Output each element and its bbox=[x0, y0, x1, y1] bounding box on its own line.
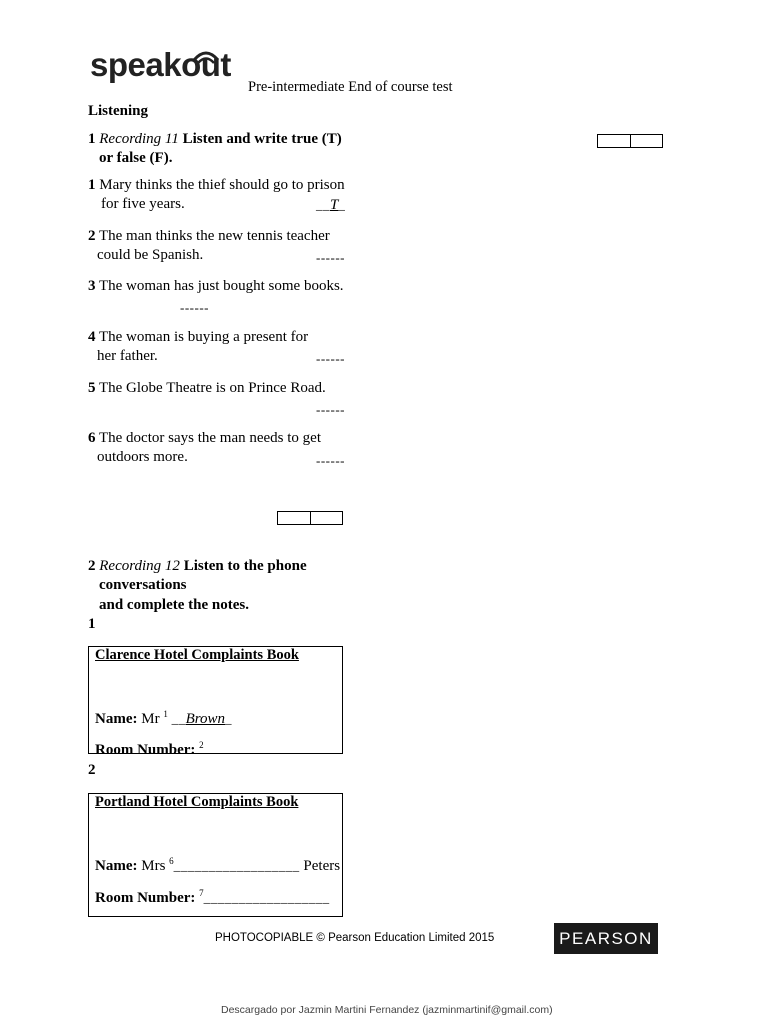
part2-instruction-c: and complete the notes. bbox=[99, 597, 249, 613]
box1-title: Clarence Hotel Complaints Book bbox=[95, 647, 299, 663]
box2-room-row: Room Number: $^7$__________________ bbox=[95, 888, 330, 906]
true-false-item: 3 The woman has just bought some books. bbox=[88, 278, 344, 294]
true-false-item: 1 Mary thinks the thief should go to prison bbox=[88, 177, 345, 193]
part1-instruction bbox=[88, 130, 342, 149]
answer-field[interactable]: ------ bbox=[316, 351, 345, 366]
box2-room-blank[interactable]: __________________ bbox=[203, 890, 330, 905]
score-box-part1 bbox=[597, 134, 663, 148]
answer-field[interactable]: __T_ bbox=[316, 197, 346, 213]
box1-label: 1 bbox=[88, 616, 96, 632]
answer-field[interactable]: ------ bbox=[316, 453, 345, 468]
clarence-complaints-box bbox=[88, 646, 343, 754]
section-title: Listening bbox=[88, 103, 149, 119]
logo-text: speakout bbox=[90, 46, 231, 83]
answer-field[interactable]: ------ bbox=[316, 250, 345, 265]
box1-name-answer[interactable]: Brown bbox=[185, 711, 226, 727]
item-line2: for five years. bbox=[101, 196, 185, 212]
speakout-logo bbox=[90, 44, 242, 90]
item-line2: outdoors more. bbox=[97, 449, 188, 465]
true-false-item: 4 The woman is buying a present for bbox=[88, 329, 309, 345]
answer-field[interactable]: ------ bbox=[180, 300, 209, 315]
part1-number: 1 bbox=[88, 131, 96, 147]
part1-recording: Recording 11 bbox=[99, 131, 179, 147]
part1-instruction-a: Listen and write true (T) bbox=[182, 131, 342, 147]
pearson-logo: PEARSON bbox=[554, 923, 658, 954]
portland-complaints-box bbox=[88, 793, 343, 917]
true-false-item: 2 The man thinks the new tennis teacher bbox=[88, 228, 330, 244]
box2-name-blank[interactable]: __________________ bbox=[173, 858, 300, 873]
copyright-text: PHOTOCOPIABLE © Pearson Education Limited 2015 bbox=[215, 932, 495, 944]
part1-instruction-b: or false (F). bbox=[99, 150, 173, 166]
box1-name-row: Name: Mr $^1$ __Brown_ bbox=[95, 709, 233, 727]
score-box-part1-total bbox=[277, 511, 343, 525]
answer-field[interactable]: ------ bbox=[316, 402, 345, 417]
true-false-item: 5 The Globe Theatre is on Prince Road. bbox=[88, 380, 326, 396]
download-note: Descargado por Jazmin Martini Fernandez (jazminmartinif@gmail.com) bbox=[221, 1004, 553, 1016]
item-line2: her father. bbox=[97, 348, 158, 364]
answer-text: T bbox=[330, 197, 339, 213]
true-false-item: 6 The doctor says the man needs to get bbox=[88, 430, 322, 446]
box2-name-row: Name: Mrs $^6$__________________ Peters bbox=[95, 856, 341, 874]
logo-arc-icon bbox=[90, 44, 242, 90]
box2-title: Portland Hotel Complaints Book bbox=[95, 794, 299, 810]
test-title: Pre-intermediate End of course test bbox=[248, 79, 453, 95]
box2-label: 2 bbox=[88, 762, 96, 778]
part2-instruction: 2 Recording 12 Listen to the phone bbox=[88, 558, 307, 574]
box1-room-row: Room Number: $^2$ bbox=[95, 740, 204, 754]
item-line2: could be Spanish. bbox=[97, 247, 204, 263]
part2-instruction-b: conversations bbox=[99, 577, 187, 593]
